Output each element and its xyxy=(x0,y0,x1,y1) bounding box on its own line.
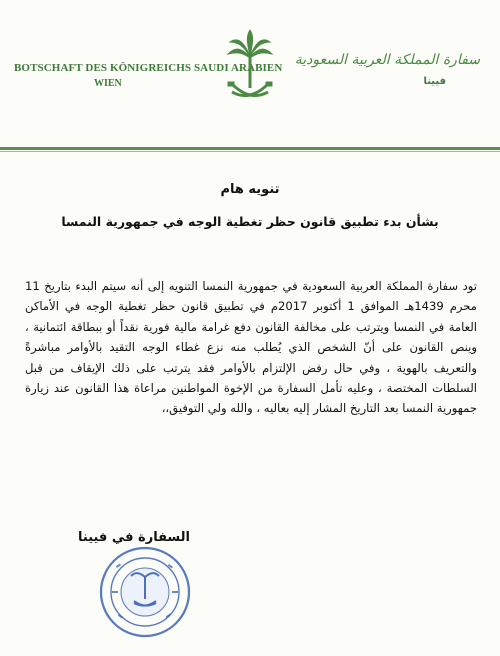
notice-subject: بشأن بدء تطبيق قانون حظر تغطية الوجه في جمهورية النمسا xyxy=(61,214,439,229)
letterhead xyxy=(0,0,500,140)
saudi-emblem-icon xyxy=(222,22,278,112)
notice-body xyxy=(25,276,477,419)
letterhead-german-title: BOTSCHAFT DES KÖNIGREICHS SAUDI ARABIEN xyxy=(14,62,283,74)
header-divider-thin xyxy=(0,151,500,152)
letterhead-arabic-city: فيينا xyxy=(423,76,446,87)
notice-body-text: تود سفارة المملكة العربية السعودية في جمهورية النمسا التنويه إلى أنه سيتم البدء بتاريخ 11 محرم 1439هـ الموافق 1 أكتوبر 2017م في تطبيق قانون حظر تغطية الوجه في الأماكن العامة في النمسا ويترتب على مخالفة القانون دفع غرامة مالية فورية نقداً أو ببطاقة ائتمانية ، وينص القانون على أنّ الشخص الذي يُطلب منه نزع غطاء الوجه التقيد بالأوامر مباشرةً والتعريف بالهوية ، وفي حال رفض الإلتزام بالأوامر فقد يترتب على ذلك الإيقاف من قبل السلطات المختصة ، وعليه تأمل السفارة من الإخوة المواطنين مراعاة هذا القانون عند زيارة جمهورية النمسا بعد التاريخ المشار إليه بعاليه ، والله ولي التوفيق،، xyxy=(25,279,477,416)
letterhead-arabic-title: سفارة المملكة العربية السعودية xyxy=(294,52,480,68)
notice-title: تنويه هام xyxy=(220,182,280,197)
header-divider xyxy=(0,147,500,150)
signoff: السفارة في فيينا xyxy=(78,530,190,545)
embassy-stamp-icon xyxy=(98,545,192,639)
letterhead-german-city: WIEN xyxy=(94,78,122,89)
